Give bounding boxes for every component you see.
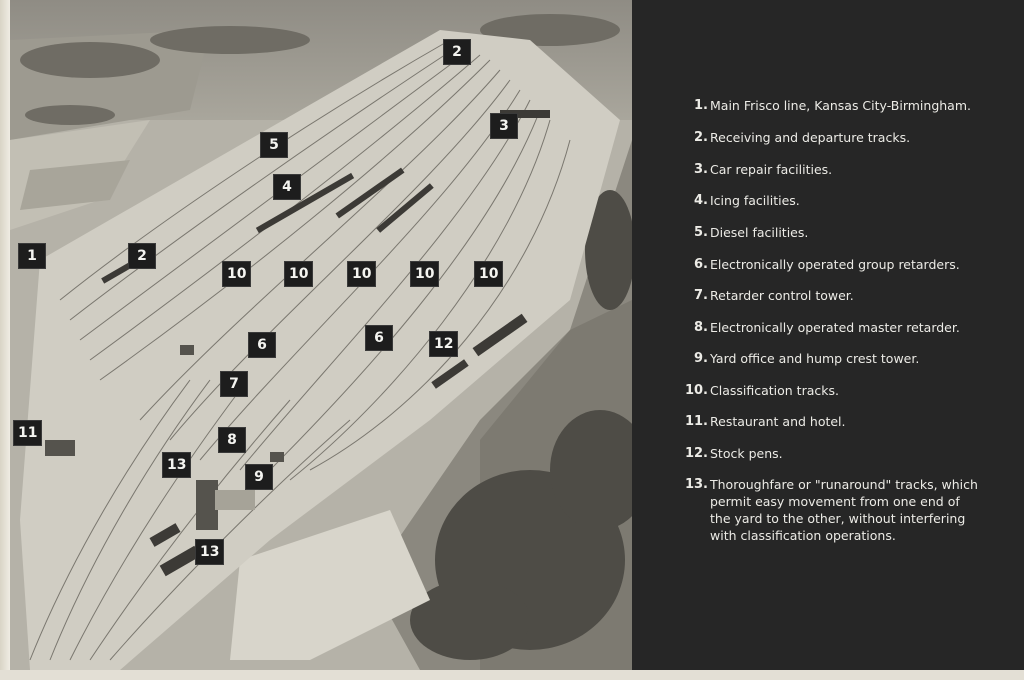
legend-text: Restaurant and hotel.	[710, 414, 846, 429]
photo-marker: 10	[284, 261, 313, 287]
photo-marker: 13	[162, 452, 191, 478]
photo-marker: 13	[195, 539, 224, 565]
photo-marker: 5	[260, 132, 288, 158]
legend-text: Retarder control tower.	[710, 288, 854, 303]
legend-text: Car repair facilities.	[710, 162, 833, 177]
legend-number: 12.	[684, 446, 708, 461]
legend-text: Classification tracks.	[710, 383, 839, 398]
photo-marker: 2	[443, 39, 471, 65]
legend-text: Main Frisco line, Kansas City-Birmingham.	[710, 98, 971, 113]
legend-text: Receiving and departure tracks.	[710, 130, 911, 145]
legend-text: Stock pens.	[710, 446, 783, 461]
photo-marker: 11	[13, 420, 42, 446]
photo-marker: 3	[490, 113, 518, 139]
page-edge-bottom	[0, 670, 1024, 680]
photo-marker: 6	[248, 332, 276, 358]
legend-number: 1.	[694, 98, 708, 113]
photo-marker: 10	[222, 261, 251, 287]
legend-number: 9.	[694, 351, 708, 366]
legend-text: Icing facilities.	[710, 193, 800, 208]
photo-marker: 6	[365, 325, 393, 351]
photo-marker: 10	[474, 261, 503, 287]
photo-marker: 8	[218, 427, 246, 453]
legend-number: 8.	[694, 320, 708, 335]
photo-marker: 1	[18, 243, 46, 269]
legend-number: 13.	[684, 477, 708, 492]
photo-marker: 10	[347, 261, 376, 287]
legend-text: Electronically operated group retarders.	[710, 257, 960, 272]
legend-panel	[632, 0, 1024, 670]
photo-marker: 12	[429, 331, 458, 357]
photo-marker: 4	[273, 174, 301, 200]
legend-text: Thoroughfare or "runaround" tracks, which permit easy movement from one end of the yard to the other, without interfering with classification operations.	[710, 477, 978, 543]
legend-text: Yard office and hump crest tower.	[710, 351, 920, 366]
photo-marker: 7	[220, 371, 248, 397]
page-edge	[0, 0, 10, 680]
legend-number: 6.	[694, 257, 708, 272]
yard-illustration	[10, 0, 632, 670]
legend-number: 4.	[694, 193, 708, 208]
legend-number: 10.	[684, 383, 708, 398]
legend-text: Diesel facilities.	[710, 225, 809, 240]
legend-number: 5.	[694, 225, 708, 240]
photo-marker: 10	[410, 261, 439, 287]
photo-marker: 2	[128, 243, 156, 269]
legend-number: 3.	[694, 162, 708, 177]
photo-marker: 9	[245, 464, 273, 490]
legend-number: 2.	[694, 130, 708, 145]
legend-number: 11.	[684, 414, 708, 429]
legend-text: Electronically operated master retarder.	[710, 320, 960, 335]
aerial-rail-yard-photo	[10, 0, 632, 670]
legend-list	[632, 0, 1024, 670]
legend-number: 7.	[694, 288, 708, 303]
